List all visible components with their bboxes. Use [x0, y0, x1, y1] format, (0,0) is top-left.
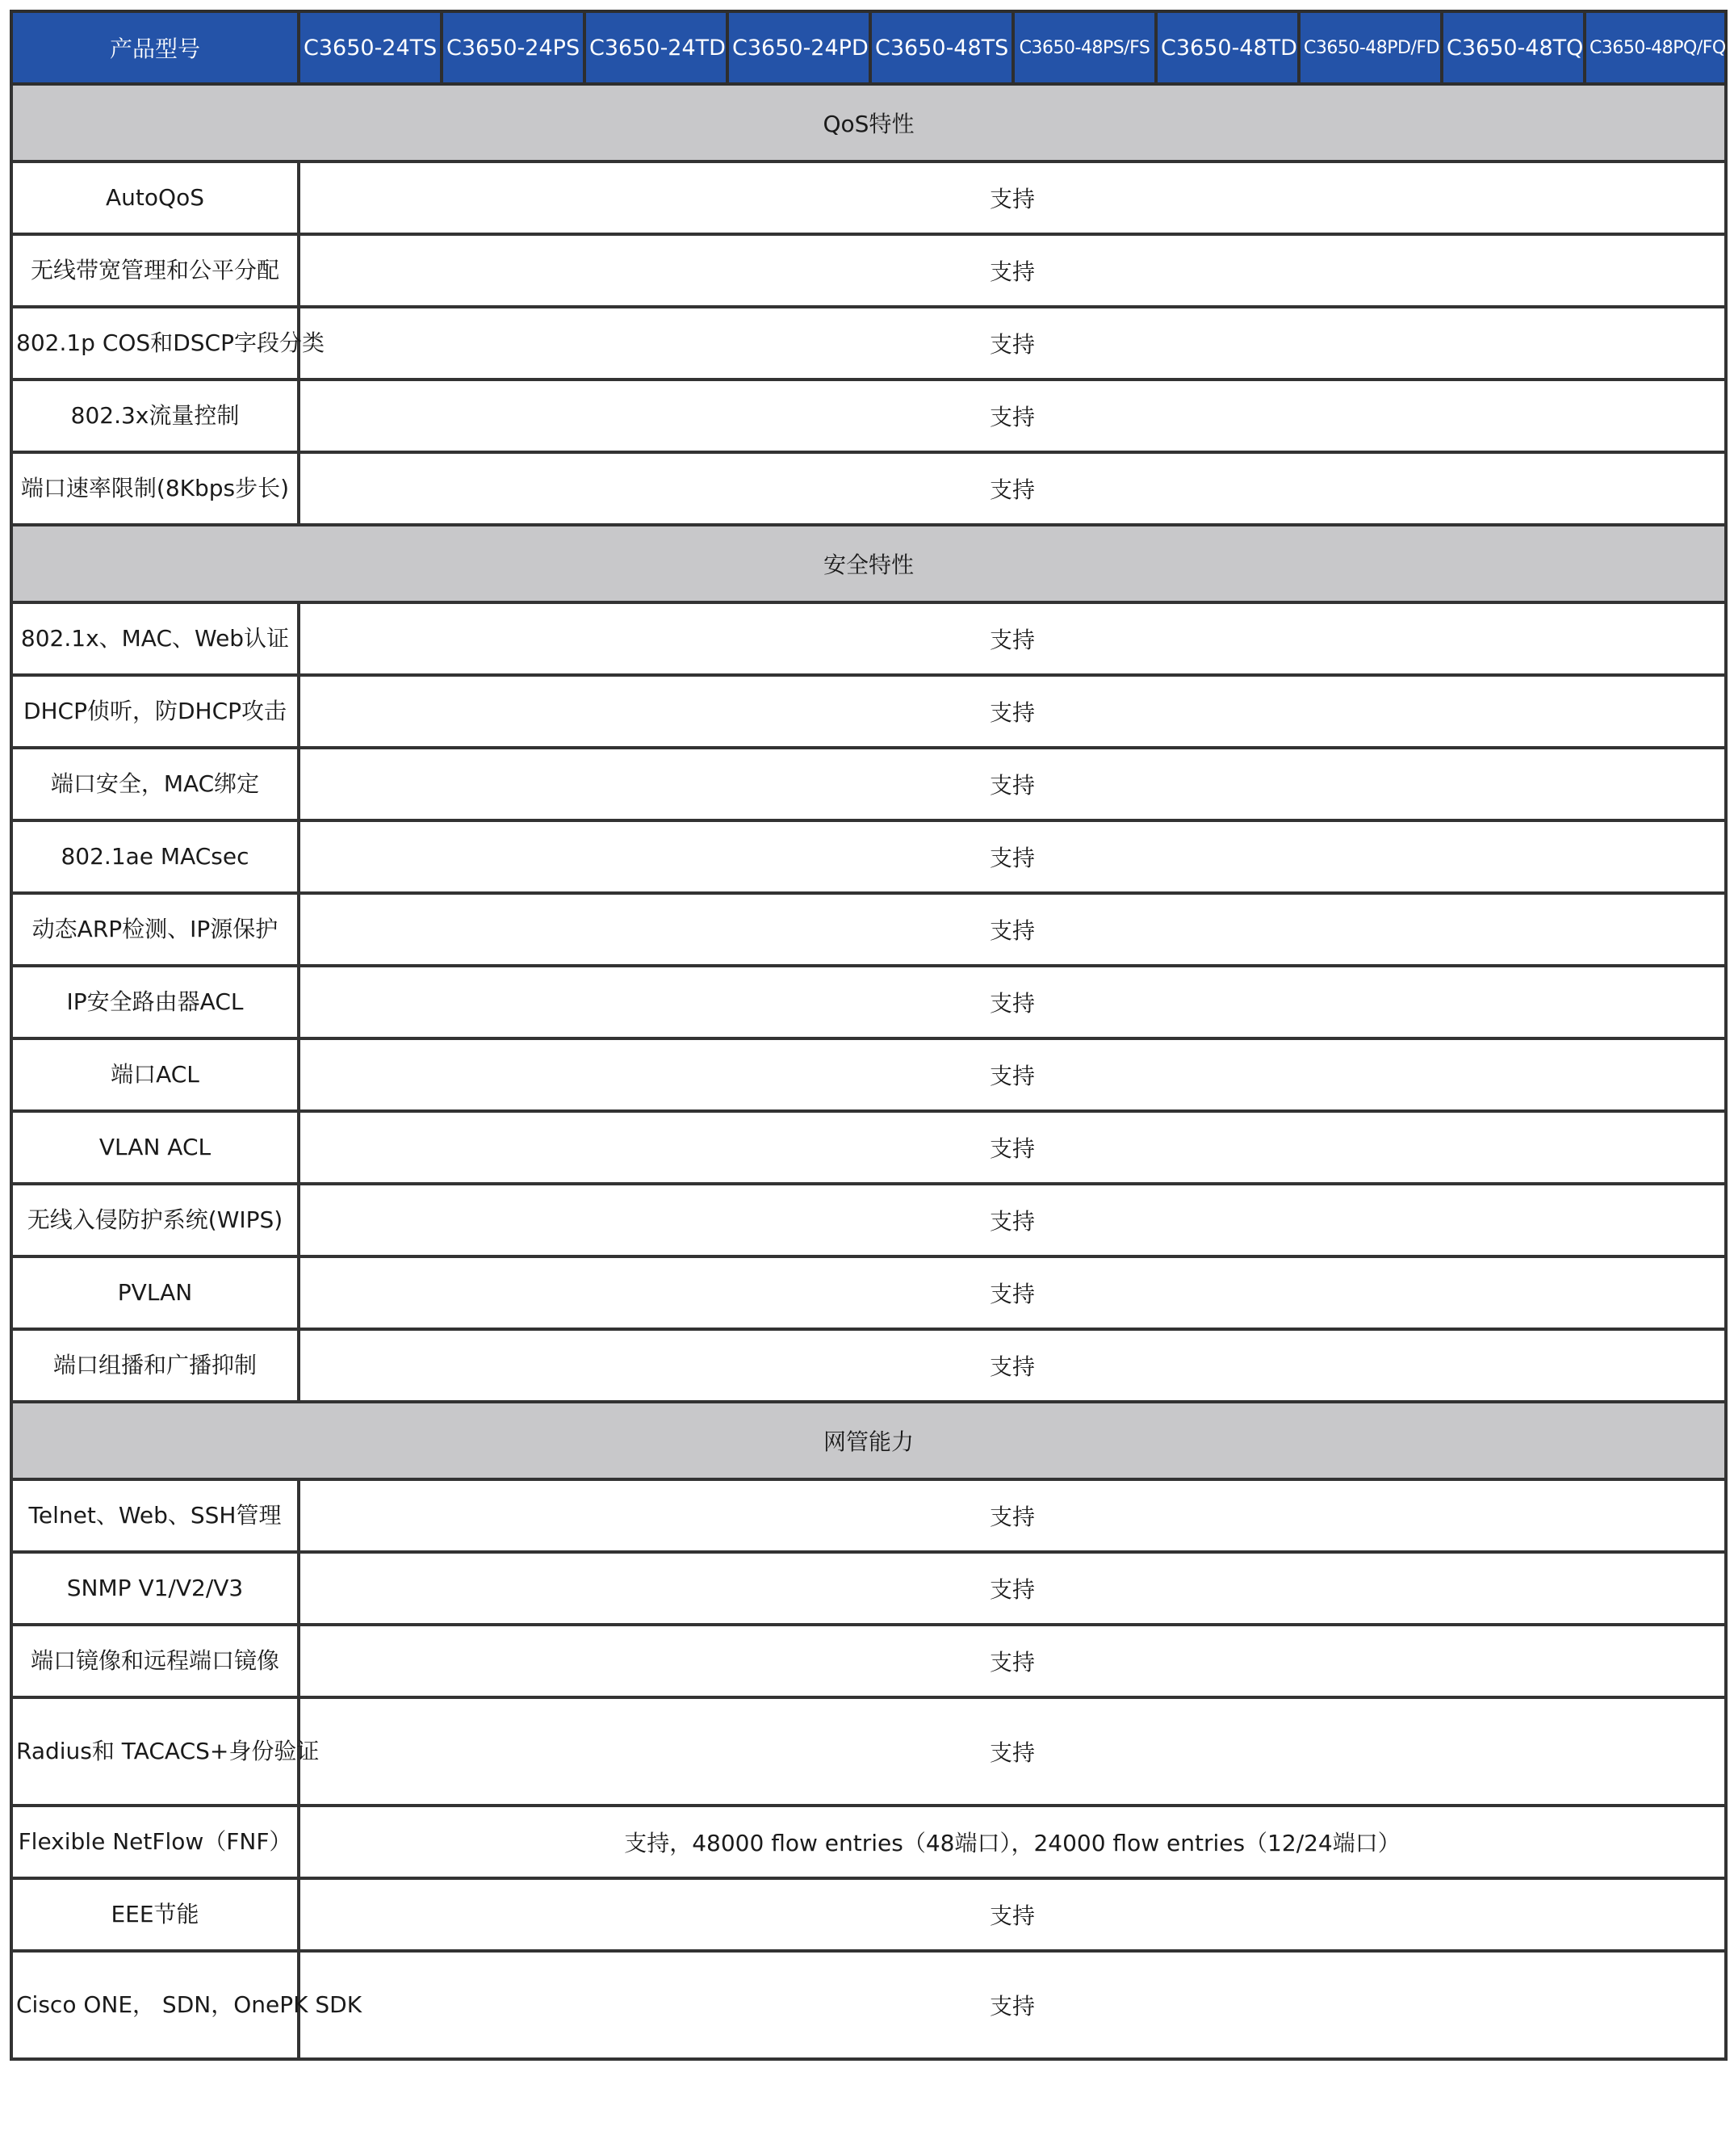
- header-model: C3650-48PQ/FQ: [1585, 11, 1726, 84]
- table-row: [11, 1329, 1726, 1402]
- table-row: [11, 1625, 1726, 1697]
- feature-label: 端口组播和广播抑制: [11, 1329, 299, 1402]
- table-row: [11, 1038, 1726, 1111]
- spec-table: [10, 10, 1728, 2061]
- table-row: [11, 234, 1726, 307]
- table-row: [11, 893, 1726, 966]
- feature-value: 支持: [299, 1329, 1726, 1402]
- feature-label: PVLAN: [11, 1256, 299, 1329]
- feature-value: 支持: [299, 820, 1726, 893]
- table-row: [11, 380, 1726, 452]
- table-row: [11, 602, 1726, 675]
- feature-label: SNMP V1/V2/V3: [11, 1552, 299, 1625]
- feature-value: 支持: [299, 307, 1726, 380]
- feature-label: Flexible NetFlow（FNF）: [11, 1806, 299, 1878]
- section-title: 安全特性: [11, 525, 1726, 602]
- feature-value: 支持: [299, 1878, 1726, 1951]
- section-row: [11, 1402, 1726, 1479]
- header-model: C3650-48TD: [1156, 11, 1299, 84]
- table-row: [11, 1878, 1726, 1951]
- table-row: [11, 307, 1726, 380]
- feature-label: VLAN ACL: [11, 1111, 299, 1184]
- header-model: C3650-48PD/FD: [1299, 11, 1442, 84]
- section-title: 网管能力: [11, 1402, 1726, 1479]
- table-row: [11, 675, 1726, 748]
- header-model: C3650-48TQ: [1442, 11, 1585, 84]
- table-row: [11, 1256, 1726, 1329]
- section-row: [11, 525, 1726, 602]
- header-model: C3650-24PD: [727, 11, 870, 84]
- feature-label: 802.3x流量控制: [11, 380, 299, 452]
- feature-value: 支持: [299, 966, 1726, 1038]
- feature-value: 支持: [299, 1111, 1726, 1184]
- table-body: [11, 84, 1726, 2059]
- header-model: C3650-24PS: [442, 11, 584, 84]
- feature-value: 支持: [299, 1625, 1726, 1697]
- feature-value: 支持: [299, 234, 1726, 307]
- feature-label: 端口安全，MAC绑定: [11, 748, 299, 820]
- feature-value: 支持: [299, 675, 1726, 748]
- table-row: [11, 820, 1726, 893]
- feature-value: 支持: [299, 452, 1726, 525]
- section-title: QoS特性: [11, 84, 1726, 161]
- table-row: [11, 1697, 1726, 1806]
- feature-value: 支持: [299, 1038, 1726, 1111]
- table-row: [11, 966, 1726, 1038]
- table-row: [11, 161, 1726, 234]
- table-row: [11, 1111, 1726, 1184]
- feature-value: 支持: [299, 602, 1726, 675]
- feature-label: Radius和 TACACS+身份验证: [11, 1697, 299, 1806]
- feature-value: 支持: [299, 893, 1726, 966]
- feature-value: 支持，48000 flow entries（48端口），24000 flow entries（12/24端口）: [299, 1806, 1726, 1878]
- header-model: C3650-24TD: [584, 11, 727, 84]
- feature-label: AutoQoS: [11, 161, 299, 234]
- feature-label: 无线入侵防护系统(WIPS): [11, 1184, 299, 1256]
- header-row: [11, 11, 1726, 84]
- feature-label: Telnet、Web、SSH管理: [11, 1479, 299, 1552]
- feature-value: 支持: [299, 1184, 1726, 1256]
- table-row: [11, 1479, 1726, 1552]
- feature-label: Cisco ONE， SDN，OnePK SDK: [11, 1951, 299, 2059]
- table-row: [11, 1552, 1726, 1625]
- feature-value: 支持: [299, 161, 1726, 234]
- section-row: [11, 84, 1726, 161]
- feature-value: 支持: [299, 380, 1726, 452]
- table-row: [11, 1951, 1726, 2059]
- feature-value: 支持: [299, 1697, 1726, 1806]
- feature-value: 支持: [299, 1256, 1726, 1329]
- feature-label: 802.1p COS和DSCP字段分类: [11, 307, 299, 380]
- feature-label: DHCP侦听，防DHCP攻击: [11, 675, 299, 748]
- feature-value: 支持: [299, 1552, 1726, 1625]
- feature-label: 无线带宽管理和公平分配: [11, 234, 299, 307]
- header-product-model: 产品型号: [11, 11, 299, 84]
- feature-label: EEE节能: [11, 1878, 299, 1951]
- feature-value: 支持: [299, 1479, 1726, 1552]
- feature-label: 端口镜像和远程端口镜像: [11, 1625, 299, 1697]
- header-model: C3650-48TS: [870, 11, 1013, 84]
- header-model: C3650-24TS: [299, 11, 442, 84]
- table-row: [11, 1806, 1726, 1878]
- feature-label: 802.1ae MACsec: [11, 820, 299, 893]
- feature-label: 端口ACL: [11, 1038, 299, 1111]
- feature-value: 支持: [299, 748, 1726, 820]
- table-row: [11, 748, 1726, 820]
- table-row: [11, 1184, 1726, 1256]
- feature-label: 端口速率限制(8Kbps步长): [11, 452, 299, 525]
- feature-label: IP安全路由器ACL: [11, 966, 299, 1038]
- feature-label: 动态ARP检测、IP源保护: [11, 893, 299, 966]
- feature-label: 802.1x、MAC、Web认证: [11, 602, 299, 675]
- table-row: [11, 452, 1726, 525]
- feature-value: 支持: [299, 1951, 1726, 2059]
- table-header: [11, 11, 1726, 84]
- header-model: C3650-48PS/FS: [1013, 11, 1156, 84]
